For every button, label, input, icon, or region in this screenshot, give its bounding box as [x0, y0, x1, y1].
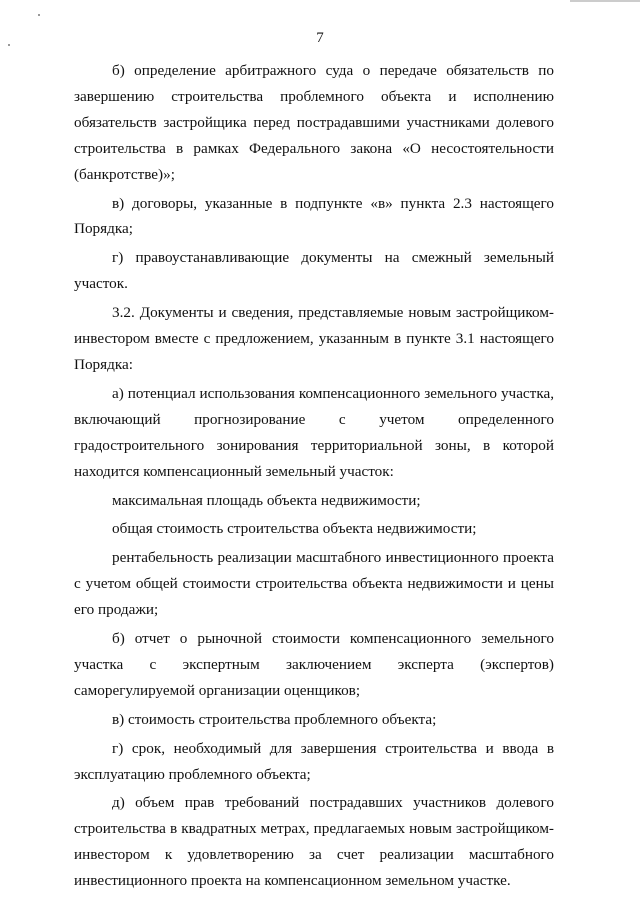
paragraph-b-market-value-report: б) отчет о рыночной стоимости компенсационного земельного участка с экспертным заключением эксперта (экспертов) саморегулируемой организации оценщиков;	[74, 630, 554, 699]
scan-edge-mark	[570, 0, 640, 2]
paragraph-3-2-documents: 3.2. Документы и сведения, представляемые новым застройщиком-инвестором вместе с предложением, указанным в пункте 3.1 настоящего Порядка:	[74, 304, 554, 373]
paragraph-a-land-potential: а) потенциал использования компенсационного земельного участка, включающий прогнозирование с учетом определенного градостроительного зонирования территориальной зоны, в которой находится компенсационный земельный участок:	[74, 384, 554, 480]
paragraph-g-completion-term: г) срок, необходимый для завершения строительства и ввода в эксплуатацию проблемного объекта;	[74, 739, 554, 783]
paragraph-total-cost: общая стоимость строительства объекта недвижимости;	[112, 520, 477, 538]
paragraph-b-arbitration-decision: б) определение арбитражного суда о передаче обязательств по завершению строительства проблемного объекта и исполнению обязательств застройщика перед пострадавшими участниками долевого строительства в рамках Федерального закона «О несостоятельности (банкротстве)»;	[74, 62, 554, 183]
scan-speck	[38, 14, 40, 16]
paragraph-v-contracts: в) договоры, указанные в подпункте «в» пункта 2.3 настоящего Порядка;	[74, 194, 554, 238]
paragraph-d-claims-volume: д) объем прав требований пострадавших участников долевого строительства в квадратных метрах, предлагаемых новым застройщиком-инвестором к удовлетворению за счет реализации масштабного инвестиционного проекта на компенсационном земельном участке.	[74, 794, 554, 890]
paragraph-g-title-documents: г) правоустанавливающие документы на смежный земельный участок.	[74, 249, 554, 293]
paragraph-v-construction-cost: в) стоимость строительства проблемного объекта;	[112, 710, 437, 728]
paragraph-max-area: максимальная площадь объекта недвижимости;	[112, 491, 421, 509]
paragraph-profitability: рентабельность реализации масштабного инвестиционного проекта с учетом общей стоимости строительства объекта недвижимости и цены его продажи;	[74, 549, 554, 619]
page-number: 7	[316, 30, 324, 46]
document-body	[74, 58, 554, 894]
